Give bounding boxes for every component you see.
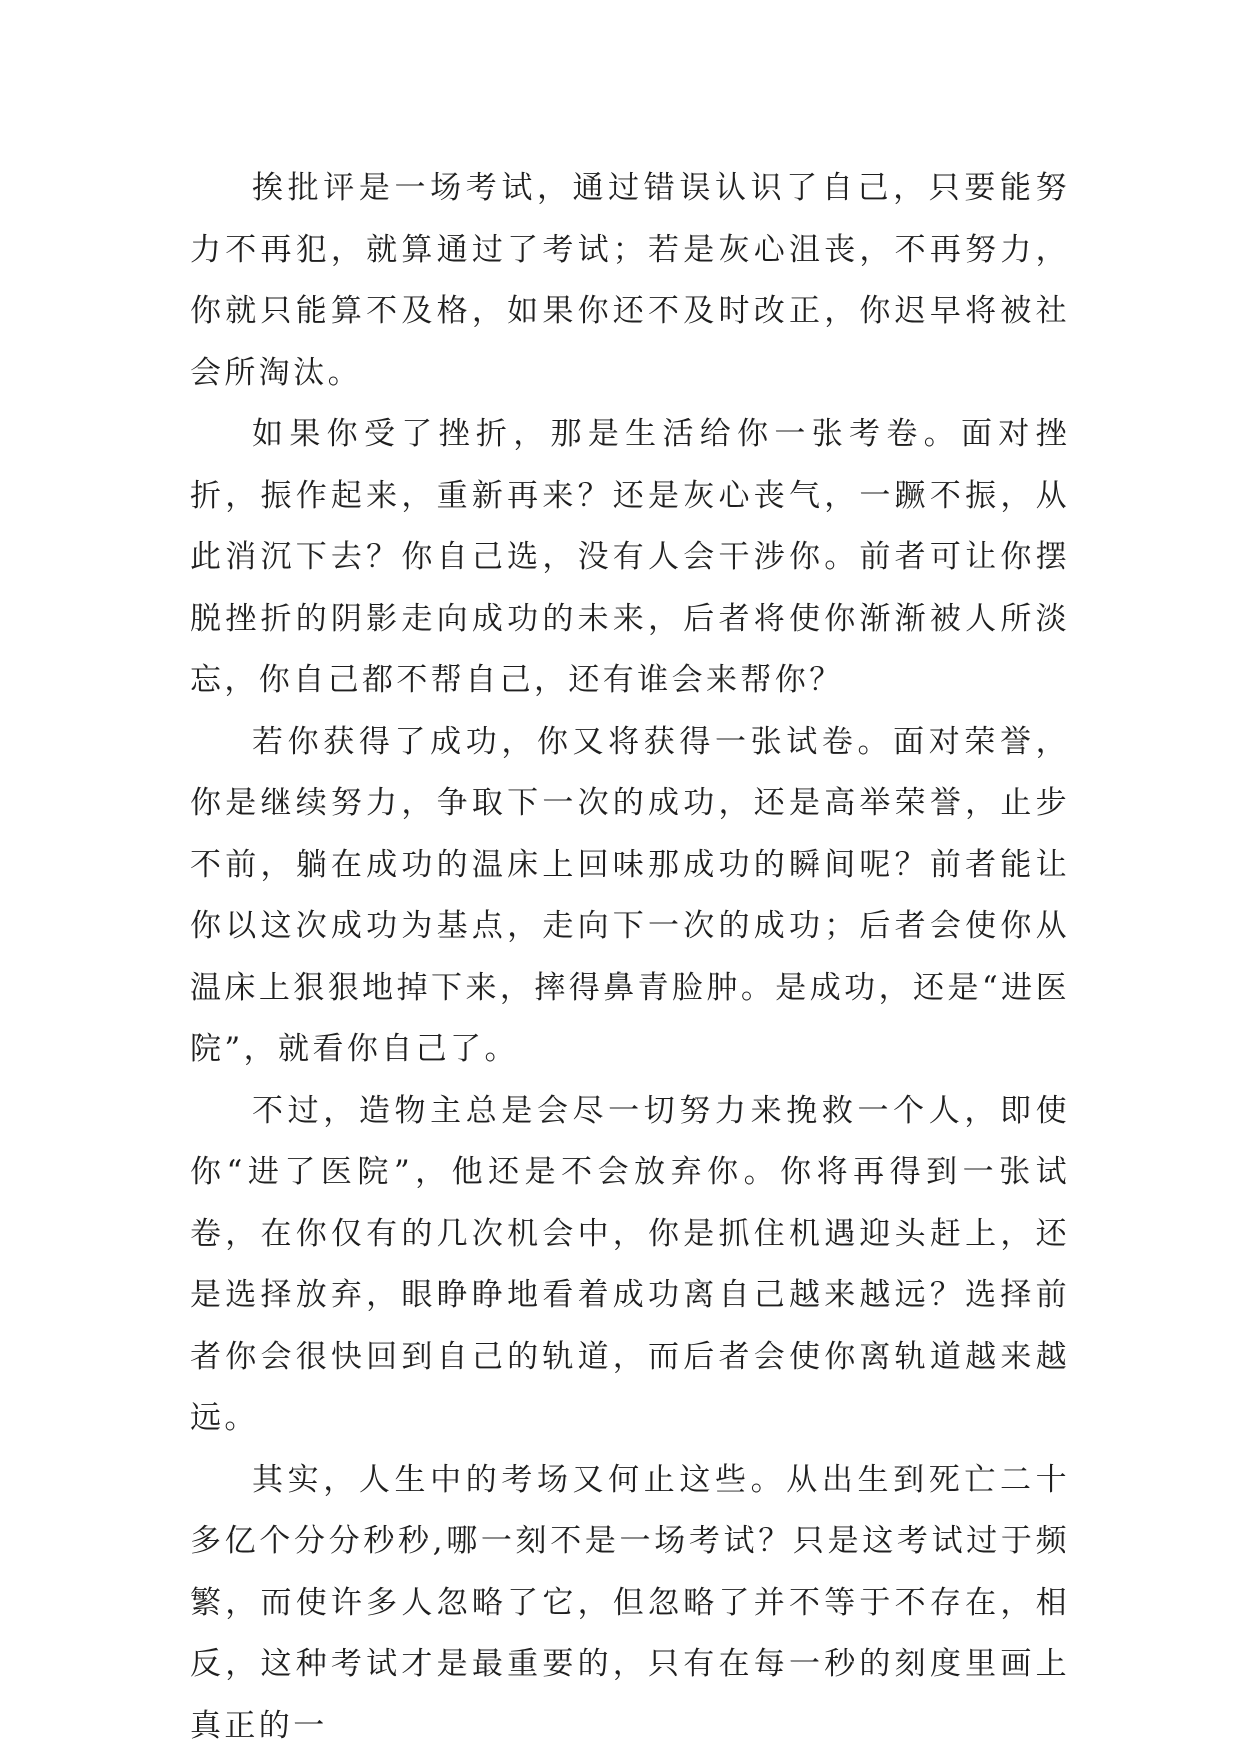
paragraph-1: 挨批评是一场考试，通过错误认识了自己，只要能努力不再犯，就算通过了考试；若是灰心沮丧，不再努力，你就只能算不及格，如果你还不及时改正，你迟早将被社会所淘汰。: [190, 158, 1070, 404]
paragraph-5: 其实，人生中的考场又何止这些。从出生到死亡二十多亿个分分秒秒,哪一刻不是一场考试？只是这考试过于频繁，而使许多人忽略了它，但忽略了并不等于不存在，相反，这种考试才是最重要的，只有在每一秒的刻度里画上真正的一: [190, 1450, 1070, 1757]
paragraph-2: 如果你受了挫折，那是生活给你一张考卷。面对挫折，振作起来，重新再来？还是灰心丧气，一蹶不振，从此消沉下去？你自己选，没有人会干涉你。前者可让你摆脱挫折的阴影走向成功的未来，后者将使你渐渐被人所淡忘，你自己都不帮自己，还有谁会来帮你？: [190, 404, 1070, 712]
paragraph-4: 不过，造物主总是会尽一切努力来挽救一个人，即使你“进了医院”，他还是不会放弃你。你将再得到一张试卷，在你仅有的几次机会中，你是抓住机遇迎头赶上，还是选择放弃，眼睁睁地看着成功离自己越来越远？选择前者你会很快回到自己的轨道，而后者会使你离轨道越来越远。: [190, 1081, 1070, 1450]
paragraph-3: 若你获得了成功，你又将获得一张试卷。面对荣誉，你是继续努力，争取下一次的成功，还是高举荣誉，止步不前，躺在成功的温床上回味那成功的瞬间呢？前者能让你以这次成功为基点，走向下一次的成功；后者会使你从温床上狠狠地掉下来，摔得鼻青脸肿。是成功，还是“进医院”，就看你自己了。: [190, 712, 1070, 1081]
document-body: [190, 158, 1070, 1757]
